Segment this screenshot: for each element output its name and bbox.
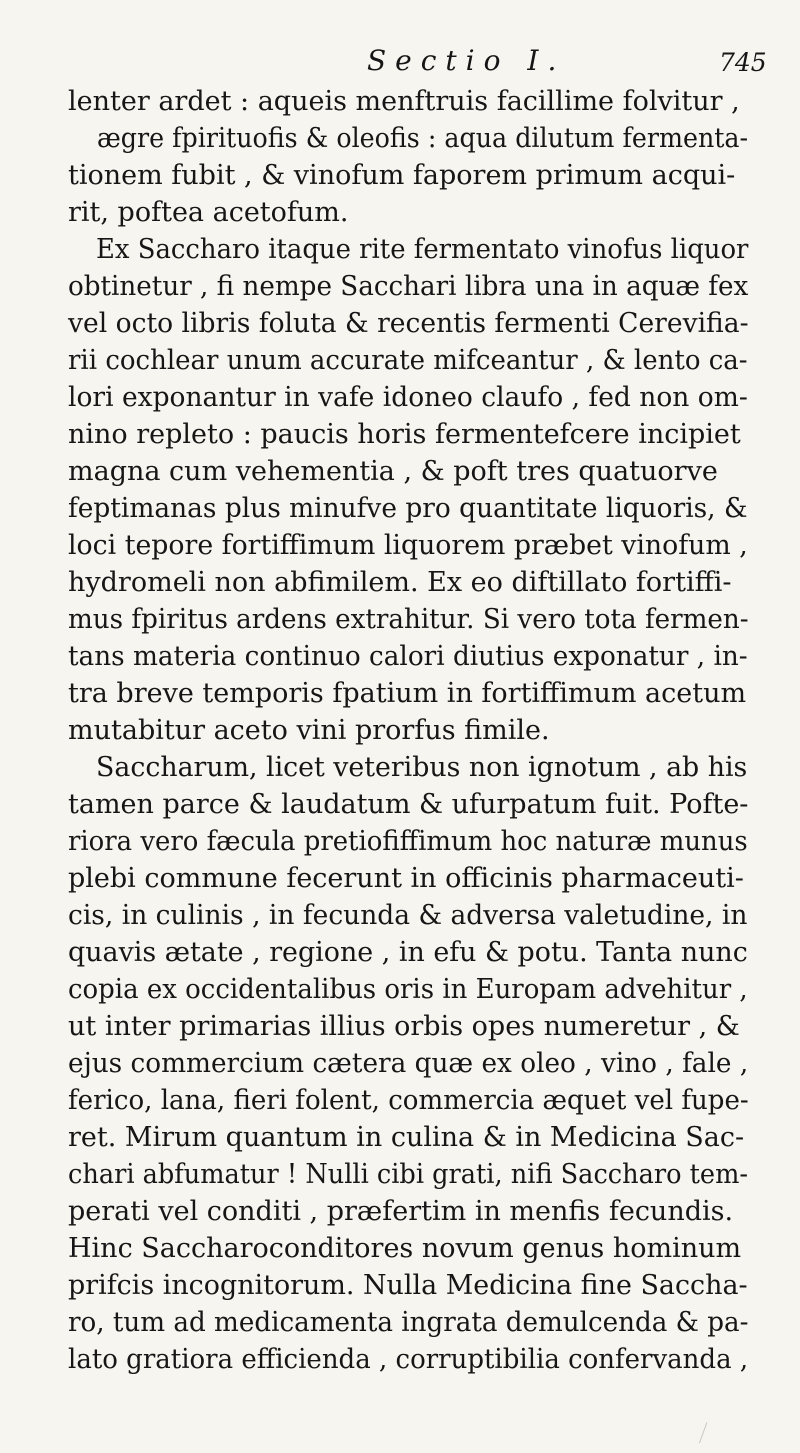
text-line: ejus commercium cætera quæ ex oleo , vino , fale , xyxy=(68,1048,749,1079)
text-line: ret. Mirum quantum in culina & in Medicina Sac- xyxy=(68,1122,745,1153)
text-line: riora vero fæcula pretiofiffimum hoc naturæ munus xyxy=(68,826,748,857)
section-heading: Sectio I. xyxy=(367,44,566,77)
text-line: loci tepore fortiffimum liquorem præbet vinofum , xyxy=(68,530,748,561)
text-line: ro, tum ad medicamenta ingrata demulcenda & pa- xyxy=(68,1307,749,1338)
text-line: copia ex occidentalibus oris in Europam advehitur , xyxy=(68,974,748,1005)
text-line: ferico, lana, fieri folent, commercia æquet vel fupe- xyxy=(68,1085,749,1116)
text-line: ut inter primarias illius orbis opes numeretur , & xyxy=(68,1011,740,1042)
text-line: hydromeli non abfimilem. Ex eo diftillato fortiffi- xyxy=(68,567,732,598)
text-line: rii cochlear unum accurate mifceantur , & lento ca- xyxy=(68,345,748,376)
text-line: plebi commune fecerunt in officinis pharmaceuti- xyxy=(68,863,744,894)
text-line: tamen parce & laudatum & ufurpatum fuit. Pofte- xyxy=(68,789,749,820)
text-line: tans materia continuo calori diutius exponatur , in- xyxy=(68,641,748,672)
text-line: lato gratiora efficienda , corruptibilia confervanda , xyxy=(68,1344,749,1375)
text-line: feptimanas plus minufve pro quantitate liquoris, & xyxy=(68,493,748,524)
text-line: Saccharum, licet veteribus non ignotum , ab his xyxy=(96,752,748,783)
text-line: lori exponantur in vafe idoneo claufo , fed non om- xyxy=(68,382,748,413)
text-line: lenter ardet : aqueis menftruis facillime folvitur , xyxy=(68,86,740,117)
text-line: prifcis incognitorum. Nulla Medicina fine Saccha- xyxy=(68,1270,748,1301)
text-line: perati vel conditi , præfertim in menfis fecundis. xyxy=(68,1196,734,1227)
text-line: chari abfumatur ! Nulli cibi grati, nifi Saccharo tem- xyxy=(68,1159,748,1190)
text-line: Hinc Saccharoconditores novum genus hominum xyxy=(68,1233,742,1264)
text-line: magna cum vehementia , & poft tres quatuorve xyxy=(68,456,718,487)
text-line: cis, in culinis , in fecunda & adversa valetudine, in xyxy=(68,900,748,931)
text-line: quavis ætate , regione , in efu & potu. Tanta nunc xyxy=(68,937,748,968)
text-line: mutabitur aceto vini prorfus fimile. xyxy=(68,715,550,746)
text-line: vel octo libris foluta & recentis fermenti Cerevifia- xyxy=(68,308,749,339)
text-line: ægre fpirituofis & oleofis : aqua dilutum fermenta- xyxy=(97,123,749,154)
text-line: tra breve temporis fpatium in fortiffimum acetum xyxy=(68,678,747,709)
text-line: obtinetur , fi nempe Sacchari libra una in aquæ fex xyxy=(68,271,749,302)
text-line: mus fpiritus ardens extrahitur. Si vero tota fermen- xyxy=(68,604,749,635)
text-line: tionem fubit , & vinofum faporem primum acqui- xyxy=(68,160,736,191)
page-number: 745 xyxy=(719,48,767,77)
text-line: nino repleto : paucis horis fermentefcere incipiet xyxy=(68,419,741,450)
text-line: Ex Saccharo itaque rite fermentato vinofus liquor xyxy=(96,234,749,265)
text-line: rit, poftea acetofum. xyxy=(68,197,349,228)
